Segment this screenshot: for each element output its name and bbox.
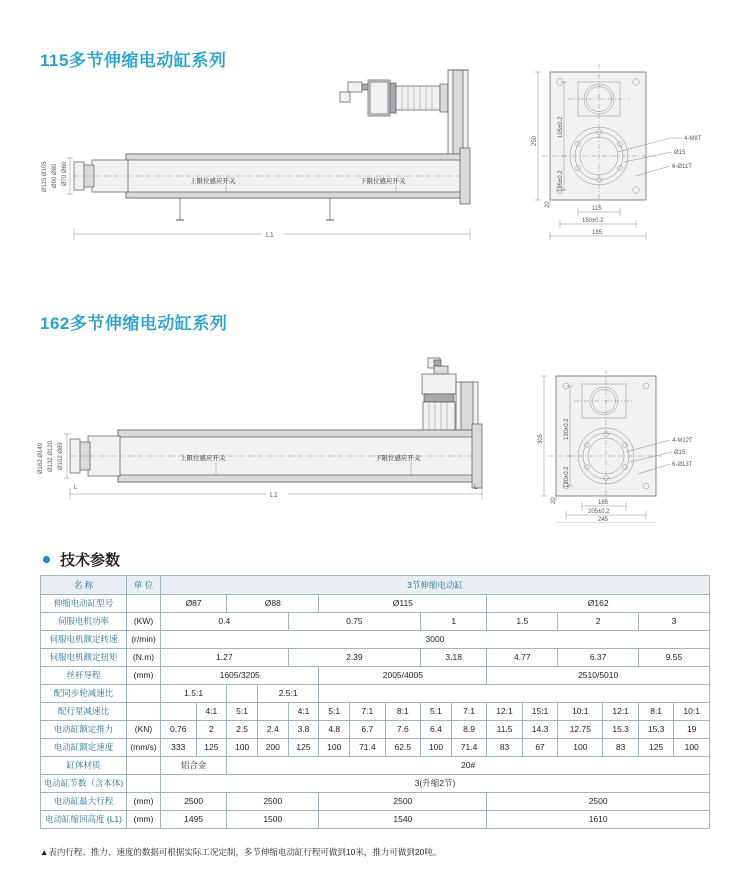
cell: 200 xyxy=(257,739,288,757)
cell: 14.3 xyxy=(522,721,558,739)
cell: 4.77 xyxy=(487,649,558,667)
row-label: 伺服电机额定扭矩 xyxy=(41,649,127,667)
cell: 12:1 xyxy=(603,703,639,721)
svg-text:Ø132 Ø120: Ø132 Ø120 xyxy=(48,440,54,472)
cell: Ø87 xyxy=(161,595,227,613)
bullet-icon xyxy=(40,553,53,566)
cell: 83 xyxy=(487,739,523,757)
cell: 100 xyxy=(674,739,710,757)
cell: 2500 xyxy=(487,793,710,811)
row-label: 配同步轮减速比 xyxy=(41,685,127,703)
row-unit: (r/min) xyxy=(127,631,161,649)
cell: 10:1 xyxy=(674,703,710,721)
cell: 7:1 xyxy=(350,703,386,721)
svg-text:上限位感应开关: 上限位感应开关 xyxy=(180,455,226,462)
cell: 1495 xyxy=(161,811,227,829)
cell: 100 xyxy=(421,739,452,757)
row-unit: (mm/s) xyxy=(127,739,161,757)
cell: 铝合金 xyxy=(161,757,227,775)
svg-text:Ø70 Ø60: Ø70 Ø60 xyxy=(62,161,68,186)
svg-text:165: 165 xyxy=(598,500,609,506)
cell: 62.5 xyxy=(385,739,421,757)
cell: 0.76 xyxy=(161,721,197,739)
cell: 19 xyxy=(674,721,710,739)
cell: 1500 xyxy=(227,811,319,829)
svg-text:130±0.2: 130±0.2 xyxy=(564,466,570,488)
cell: 67 xyxy=(522,739,558,757)
cell: 2 xyxy=(196,721,227,739)
table-row xyxy=(41,595,710,613)
svg-text:130±0.2: 130±0.2 xyxy=(564,418,570,440)
cell: 100 xyxy=(558,739,603,757)
drawing-115-end-view xyxy=(520,60,730,265)
cell: 100 xyxy=(319,739,350,757)
cell: 3(升缩2节) xyxy=(161,775,710,793)
header-name: 名 称 xyxy=(41,576,127,595)
svg-text:下限位感应开关: 下限位感应开关 xyxy=(360,178,406,185)
row-unit xyxy=(127,775,161,793)
row-unit: (mm) xyxy=(127,667,161,685)
cell: 8:1 xyxy=(638,703,674,721)
svg-text:L1: L1 xyxy=(270,492,278,499)
cell: 2 xyxy=(558,613,639,631)
cell: 11.5 xyxy=(487,721,523,739)
cell: 1605/3205 xyxy=(161,667,319,685)
table-row xyxy=(41,793,710,811)
row-label: 丝杆导程 xyxy=(41,667,127,685)
svg-text:105±0.2: 105±0.2 xyxy=(558,116,564,138)
section-title-162: 162多节伸缩电动缸系列 xyxy=(40,314,228,333)
row-label: 伺服电机额定转速 xyxy=(41,631,127,649)
cell: 2.5:1 xyxy=(257,685,318,703)
svg-text:Ø162 Ø149: Ø162 Ø149 xyxy=(38,442,44,474)
cell: 83 xyxy=(603,739,639,757)
cell: 71.4 xyxy=(451,739,487,757)
row-label: 配行星减速比 xyxy=(41,703,127,721)
params-heading xyxy=(40,549,120,570)
cell: 1.27 xyxy=(161,649,289,667)
svg-text:305: 305 xyxy=(538,433,544,444)
table-row xyxy=(41,811,710,829)
row-unit: (KN) xyxy=(127,721,161,739)
svg-text:20: 20 xyxy=(545,201,551,208)
svg-text:Ø90 Ø80: Ø90 Ø80 xyxy=(52,163,58,188)
row-label: 电动缸节数（含本体) xyxy=(41,775,127,793)
svg-text:Ø102 Ø89: Ø102 Ø89 xyxy=(58,442,64,470)
cell: 3000 xyxy=(161,631,710,649)
svg-text:205±0.2: 205±0.2 xyxy=(588,509,610,515)
svg-text:245: 245 xyxy=(598,517,609,523)
cell: 100 xyxy=(227,739,258,757)
table-row xyxy=(41,685,710,703)
row-unit xyxy=(127,685,161,703)
table-row xyxy=(41,703,710,721)
cell: 2510/5010 xyxy=(487,667,710,685)
svg-text:上限位感应开关: 上限位感应开关 xyxy=(190,178,236,185)
cell: Ø88 xyxy=(227,595,319,613)
row-label: 伸缩电动缸型号 xyxy=(41,595,127,613)
cell: 6.7 xyxy=(350,721,386,739)
cell-empty xyxy=(257,703,288,721)
row-label: 电动缸最大行程 xyxy=(41,793,127,811)
cell: 5:1 xyxy=(421,703,452,721)
cell: Ø115 xyxy=(319,595,487,613)
table-row xyxy=(41,739,710,757)
svg-text:250: 250 xyxy=(532,135,538,146)
cell: 125 xyxy=(288,739,319,757)
row-label: 伺服电机功率 xyxy=(41,613,127,631)
table-row xyxy=(41,613,710,631)
row-unit: (N.m) xyxy=(127,649,161,667)
cell: 15:1 xyxy=(522,703,558,721)
svg-text:Ø15: Ø15 xyxy=(674,150,686,156)
cell: 9.55 xyxy=(638,649,709,667)
svg-text:Ø115 Ø105: Ø115 Ø105 xyxy=(42,161,48,192)
cell: 6.37 xyxy=(558,649,639,667)
cell: 2005/4005 xyxy=(319,667,487,685)
header-span: 3节伸缩电动缸 xyxy=(161,576,710,595)
cell: 3 xyxy=(638,613,709,631)
section-title-115: 115多节伸缩电动缸系列 xyxy=(40,51,227,70)
drawing-115-side-view xyxy=(30,62,520,262)
table-row xyxy=(41,631,710,649)
svg-text:下限位感应开关: 下限位感应开关 xyxy=(375,455,421,462)
cell: 10:1 xyxy=(558,703,603,721)
cell: 1.5:1 xyxy=(161,685,227,703)
svg-text:L: L xyxy=(74,485,78,491)
svg-text:6-Ø13T: 6-Ø13T xyxy=(672,462,693,468)
svg-text:20: 20 xyxy=(551,497,557,504)
row-unit: (mm) xyxy=(127,811,161,829)
svg-text:4-M12T: 4-M12T xyxy=(672,438,693,444)
svg-text:115: 115 xyxy=(592,206,602,212)
table-row xyxy=(41,721,710,739)
svg-text:150±0.2: 150±0.2 xyxy=(582,218,604,224)
svg-text:105±0.2: 105±0.2 xyxy=(558,170,564,192)
cell: 1610 xyxy=(487,811,710,829)
cell: 2.39 xyxy=(288,649,420,667)
spec-table xyxy=(40,575,710,829)
svg-text:L: L xyxy=(474,485,478,491)
cell: 5:1 xyxy=(227,703,258,721)
row-unit xyxy=(127,703,161,721)
params-heading-label: 技术参数 xyxy=(60,552,121,569)
cell: 3.8 xyxy=(288,721,319,739)
row-unit xyxy=(127,595,161,613)
cell: Ø162 xyxy=(487,595,710,613)
svg-text:185: 185 xyxy=(592,230,603,236)
cell: 1540 xyxy=(319,811,487,829)
cell: 20# xyxy=(227,757,710,775)
header-unit: 单 位 xyxy=(127,576,161,595)
cell: 6.4 xyxy=(421,721,452,739)
drawing-162-side-view xyxy=(30,348,520,513)
cell: 2500 xyxy=(161,793,227,811)
cell: 2500 xyxy=(319,793,487,811)
cell: 2500 xyxy=(227,793,319,811)
cell-empty xyxy=(227,685,258,703)
cell: 8:1 xyxy=(385,703,421,721)
svg-text:Ø15: Ø15 xyxy=(674,450,686,456)
cell-empty xyxy=(319,685,710,703)
cell: 7:1 xyxy=(451,703,487,721)
cell: 71.4 xyxy=(350,739,386,757)
row-unit xyxy=(127,757,161,775)
table-row xyxy=(41,649,710,667)
cell: 12.75 xyxy=(558,721,603,739)
svg-text:6-Ø11T: 6-Ø11T xyxy=(672,164,692,170)
cell: 0.75 xyxy=(288,613,420,631)
table-header-row xyxy=(41,576,710,595)
row-unit: (KW) xyxy=(127,613,161,631)
table-row xyxy=(41,667,710,685)
cell: 4:1 xyxy=(288,703,319,721)
row-unit: (mm) xyxy=(127,793,161,811)
cell: 4.8 xyxy=(319,721,350,739)
table-footnote: ▲表内行程、推力、速度的数据可根据实际工况定制，多节伸缩电动缸行程可做到10米，推力可做到20吨。 xyxy=(40,847,442,857)
cell: 0.4 xyxy=(161,613,289,631)
drawing-162-end-view xyxy=(520,368,730,523)
row-label: 电动缸缩回高度 (L1) xyxy=(41,811,127,829)
cell: 15.3 xyxy=(638,721,674,739)
cell: 3.18 xyxy=(421,649,487,667)
cell: 1.5 xyxy=(487,613,558,631)
cell: 7.6 xyxy=(385,721,421,739)
cell: 4:1 xyxy=(196,703,227,721)
cell: 5:1 xyxy=(319,703,350,721)
cell: 8.9 xyxy=(451,721,487,739)
cell: 125 xyxy=(638,739,674,757)
cell: 2.4 xyxy=(257,721,288,739)
cell: 2.5 xyxy=(227,721,258,739)
cell: 15.3 xyxy=(603,721,639,739)
row-label: 缸体材质 xyxy=(41,757,127,775)
cell: 1 xyxy=(421,613,487,631)
cell: 333 xyxy=(161,739,197,757)
row-label: 电动缸额定推力 xyxy=(41,721,127,739)
cell: 125 xyxy=(196,739,227,757)
table-row xyxy=(41,775,710,793)
row-label: 电动缸额定速度 xyxy=(41,739,127,757)
svg-text:L1: L1 xyxy=(266,232,274,239)
table-row xyxy=(41,757,710,775)
cell-empty xyxy=(161,703,197,721)
svg-text:4-M8T: 4-M8T xyxy=(684,136,702,142)
cell: 12:1 xyxy=(487,703,523,721)
